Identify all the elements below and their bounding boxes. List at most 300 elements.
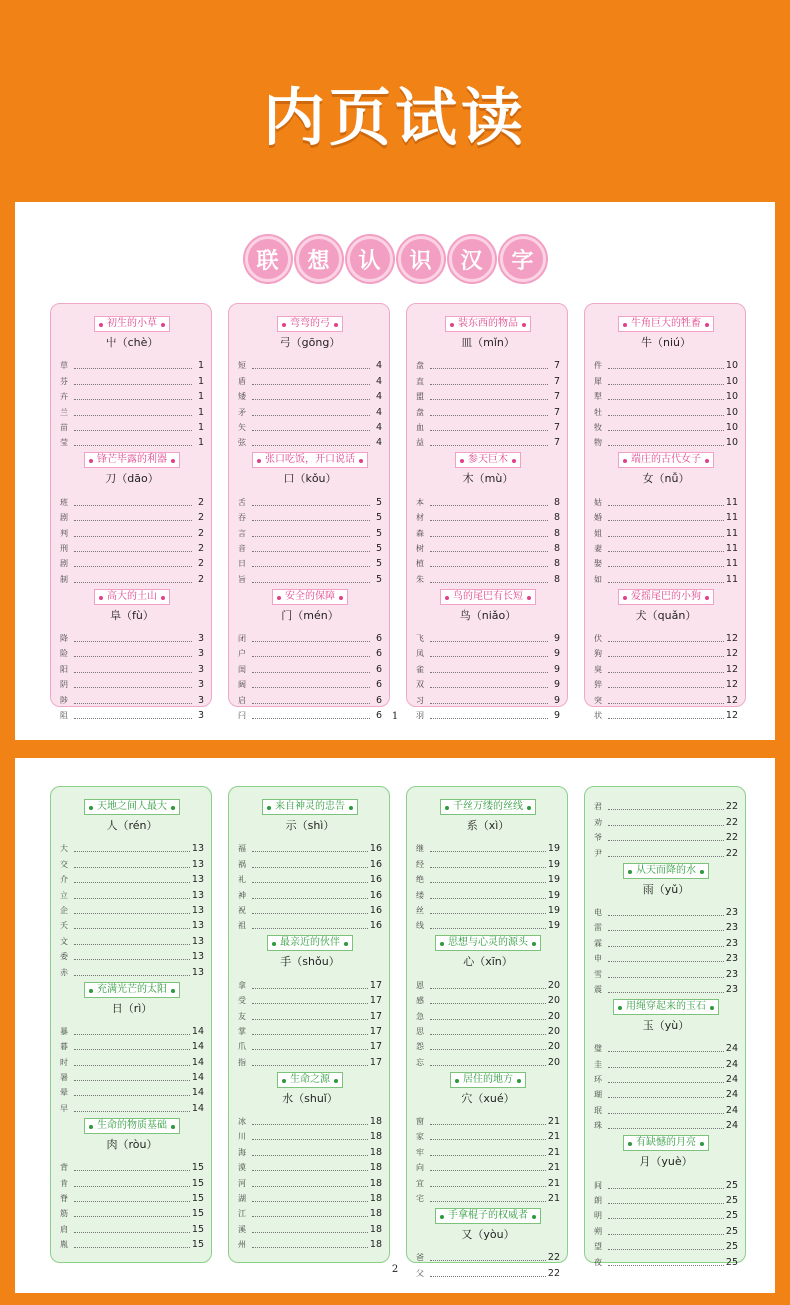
index-entry[interactable]	[238, 675, 382, 690]
entry-character: 苗	[60, 422, 68, 432]
radical-heading: 心（xīn）	[463, 955, 513, 969]
dot-leader	[74, 1247, 190, 1248]
index-entry[interactable]	[594, 644, 738, 659]
entry-character: 植	[416, 559, 424, 569]
index-entry[interactable]	[60, 947, 204, 962]
entry-page-number: 6	[375, 648, 382, 660]
index-entry[interactable]	[416, 356, 560, 371]
entry-page-number: 4	[375, 406, 382, 418]
index-entry[interactable]	[416, 1248, 560, 1263]
entry-character: 班	[60, 497, 68, 507]
entry-character: 晕	[60, 1088, 68, 1098]
headline	[15, 236, 775, 282]
index-entry[interactable]	[594, 1237, 738, 1252]
index-entry[interactable]	[60, 433, 204, 448]
dot-leader	[430, 718, 548, 719]
index-entry[interactable]	[60, 839, 204, 854]
entry-page-number: 19	[547, 889, 560, 901]
entry-page-number: 7	[553, 360, 560, 372]
index-entry[interactable]	[594, 933, 738, 948]
dot-leader	[608, 1067, 724, 1068]
entry-page-number: 25	[725, 1225, 738, 1237]
entry-character: 时	[60, 1057, 68, 1067]
index-entry[interactable]	[594, 569, 738, 584]
dot-leader	[252, 1124, 368, 1125]
index-entry[interactable]	[238, 1219, 382, 1234]
index-entry[interactable]	[238, 433, 382, 448]
index-entry[interactable]	[60, 492, 204, 507]
radical-group	[238, 452, 382, 584]
index-entry[interactable]	[594, 797, 738, 812]
entry-character: 日	[238, 559, 246, 569]
entry-page-number: 21	[547, 1116, 560, 1128]
index-entry[interactable]	[238, 1204, 382, 1219]
index-entry[interactable]	[60, 1158, 204, 1173]
entry-page-number: 5	[375, 527, 382, 539]
dot-leader	[608, 1082, 724, 1083]
index-entry[interactable]	[238, 402, 382, 417]
entry-character: 绝	[416, 875, 424, 885]
dot-leader	[252, 1139, 368, 1140]
group-title: 千丝万缕的丝线	[440, 799, 536, 815]
index-entry[interactable]	[416, 644, 560, 659]
dot-leader	[430, 641, 548, 642]
index-entry[interactable]	[594, 1085, 738, 1100]
entry-character: 继	[416, 844, 424, 854]
entry-page-number: 3	[197, 633, 204, 645]
dot-leader	[74, 368, 192, 369]
entry-character: 介	[60, 875, 68, 885]
dot-leader	[430, 851, 546, 852]
dot-leader	[252, 566, 370, 567]
index-entry[interactable]	[60, 1068, 204, 1083]
radical-heading: 雨（yǔ）	[642, 882, 690, 896]
entry-character: 州	[238, 1240, 246, 1250]
dot-leader	[608, 1128, 724, 1129]
dot-leader	[608, 520, 724, 521]
entry-page-number: 10	[725, 421, 738, 433]
entry-page-number: 13	[191, 843, 204, 855]
index-entry[interactable]	[238, 1127, 382, 1142]
index-entry[interactable]	[416, 901, 560, 916]
dot-leader	[252, 898, 368, 899]
index-entry[interactable]	[238, 508, 382, 523]
index-entry[interactable]	[594, 402, 738, 417]
dot-leader	[252, 672, 370, 673]
entry-page-number: 1	[197, 406, 204, 418]
entry-page-number: 20	[547, 1041, 560, 1053]
dot-leader	[430, 882, 546, 883]
index-entry[interactable]	[594, 1175, 738, 1190]
radical-heading: 阜（fù）	[110, 608, 154, 622]
index-entry[interactable]	[416, 1127, 560, 1142]
radical-group	[416, 935, 560, 1067]
index-entry[interactable]	[60, 1235, 204, 1250]
dot-leader	[252, 505, 370, 506]
index-entry[interactable]	[416, 387, 560, 402]
index-entry[interactable]	[60, 1204, 204, 1219]
index-entry[interactable]	[238, 356, 382, 371]
radical-group	[594, 999, 738, 1131]
index-entry[interactable]	[594, 1070, 738, 1085]
entry-page-number: 24	[725, 1074, 738, 1086]
index-entry[interactable]	[60, 1189, 204, 1204]
entry-character: 夜	[594, 1257, 602, 1267]
radical-heading: 口（kǒu）	[283, 472, 337, 486]
index-entry[interactable]	[238, 554, 382, 569]
entry-page-number: 18	[369, 1116, 382, 1128]
entry-page-number: 1	[197, 437, 204, 449]
index-entry[interactable]	[594, 554, 738, 569]
index-entry[interactable]	[238, 901, 382, 916]
group-title: 来自神灵的忠告	[262, 799, 358, 815]
index-entry[interactable]	[60, 387, 204, 402]
index-entry[interactable]	[416, 870, 560, 885]
index-entry[interactable]	[60, 418, 204, 433]
entry-page-number: 10	[725, 437, 738, 449]
index-entry[interactable]	[416, 1006, 560, 1021]
index-entry[interactable]	[238, 629, 382, 644]
entry-character: 朔	[594, 1226, 602, 1236]
index-entry[interactable]	[416, 523, 560, 538]
entry-page-number: 14	[191, 1102, 204, 1114]
index-entry[interactable]	[60, 690, 204, 705]
index-entry[interactable]	[594, 918, 738, 933]
index-entry[interactable]	[238, 1173, 382, 1188]
index-entry[interactable]	[594, 418, 738, 433]
group-title: 高大的土山	[94, 589, 170, 605]
index-entry[interactable]	[60, 523, 204, 538]
dot-leader	[252, 687, 370, 688]
index-entry[interactable]	[594, 1100, 738, 1115]
index-entry[interactable]	[238, 1006, 382, 1021]
index-entry[interactable]	[238, 1142, 382, 1157]
index-entry[interactable]	[60, 901, 204, 916]
entry-character: 瑚	[594, 1090, 602, 1100]
dot-leader	[430, 703, 548, 704]
dot-leader	[430, 582, 548, 583]
index-entry[interactable]	[416, 508, 560, 523]
entry-page-number: 5	[375, 512, 382, 524]
index-entry[interactable]	[416, 1052, 560, 1067]
entry-character: 缕	[416, 890, 424, 900]
index-entry[interactable]	[416, 991, 560, 1006]
entry-page-number: 20	[547, 1010, 560, 1022]
index-entry[interactable]	[594, 659, 738, 674]
radical-heading: 女（nǚ）	[642, 472, 690, 486]
entry-page-number: 24	[725, 1089, 738, 1101]
index-entry[interactable]	[238, 870, 382, 885]
dot-leader	[74, 1111, 190, 1112]
entry-character: 雀	[416, 664, 424, 674]
index-entry[interactable]	[60, 916, 204, 931]
index-entry[interactable]	[594, 1191, 738, 1206]
entry-character: 暮	[60, 1042, 68, 1052]
index-entry[interactable]	[416, 1173, 560, 1188]
index-entry[interactable]	[238, 885, 382, 900]
entry-page-number: 6	[375, 663, 382, 675]
index-entry[interactable]	[238, 975, 382, 990]
index-entry[interactable]	[416, 554, 560, 569]
index-entry[interactable]	[238, 1022, 382, 1037]
entry-character: 肯	[60, 1178, 68, 1188]
index-entry[interactable]	[594, 371, 738, 386]
index-entry[interactable]	[416, 885, 560, 900]
radical-group	[594, 452, 738, 584]
dot-leader	[74, 975, 190, 976]
index-entry[interactable]	[594, 949, 738, 964]
index-entry[interactable]	[594, 433, 738, 448]
index-entry[interactable]	[60, 629, 204, 644]
index-entry[interactable]	[238, 916, 382, 931]
index-entry[interactable]	[594, 903, 738, 918]
entry-character: 刑	[60, 543, 68, 553]
index-entry[interactable]	[416, 371, 560, 386]
index-entry[interactable]	[238, 659, 382, 674]
index-entry[interactable]	[60, 508, 204, 523]
index-entry[interactable]	[60, 554, 204, 569]
index-entry[interactable]	[416, 1112, 560, 1127]
index-entry[interactable]	[60, 644, 204, 659]
entry-character: 姐	[594, 528, 602, 538]
index-entry[interactable]	[238, 1052, 382, 1067]
entry-character: 大	[60, 844, 68, 854]
entry-character: 珉	[594, 1105, 602, 1115]
index-entry[interactable]	[60, 402, 204, 417]
dot-leader	[252, 988, 368, 989]
index-entry[interactable]	[594, 1221, 738, 1236]
index-entry[interactable]	[60, 1219, 204, 1234]
entry-page-number: 3	[197, 679, 204, 691]
entry-page-number: 13	[191, 920, 204, 932]
index-entry[interactable]	[238, 991, 382, 1006]
dot-leader	[252, 851, 368, 852]
entry-page-number: 13	[191, 951, 204, 963]
index-entry[interactable]	[60, 1083, 204, 1098]
entry-page-number: 14	[191, 1072, 204, 1084]
entry-page-number: 12	[725, 633, 738, 645]
index-entry[interactable]	[594, 980, 738, 995]
index-entry[interactable]	[416, 854, 560, 869]
radical-heading: 月（yuè）	[639, 1155, 693, 1169]
dot-leader	[74, 1201, 190, 1202]
index-entry[interactable]	[238, 1235, 382, 1250]
entry-page-number: 20	[547, 1056, 560, 1068]
dot-leader	[252, 1155, 368, 1156]
index-entry[interactable]	[594, 1206, 738, 1221]
index-entry[interactable]	[416, 916, 560, 931]
index-entry[interactable]	[238, 1189, 382, 1204]
index-entry[interactable]	[238, 839, 382, 854]
dot-leader	[608, 946, 724, 947]
index-entry[interactable]	[60, 1037, 204, 1052]
index-entry[interactable]	[238, 371, 382, 386]
index-entry[interactable]	[60, 931, 204, 946]
index-entry[interactable]	[238, 523, 382, 538]
index-entry[interactable]	[594, 629, 738, 644]
index-entry[interactable]	[416, 569, 560, 584]
dot-leader	[608, 915, 724, 916]
index-entry[interactable]	[416, 1142, 560, 1157]
entry-page-number: 19	[547, 904, 560, 916]
radical-group	[594, 863, 738, 995]
index-entry[interactable]	[594, 828, 738, 843]
entry-character: 盘	[416, 361, 424, 371]
index-entry[interactable]	[594, 492, 738, 507]
index-entry[interactable]	[594, 539, 738, 554]
entry-page-number: 22	[547, 1252, 560, 1264]
dot-leader	[74, 898, 190, 899]
entry-character: 物	[594, 438, 602, 448]
index-entry[interactable]	[416, 839, 560, 854]
index-entry[interactable]	[416, 629, 560, 644]
index-entry[interactable]	[416, 1263, 560, 1278]
index-entry[interactable]	[60, 675, 204, 690]
entry-page-number: 6	[375, 710, 382, 722]
entry-character: 霖	[594, 938, 602, 948]
index-entry[interactable]	[416, 1022, 560, 1037]
index-entry[interactable]	[594, 1116, 738, 1131]
entry-character: 宜	[416, 1178, 424, 1188]
index-entry[interactable]	[594, 387, 738, 402]
entry-page-number: 13	[191, 858, 204, 870]
index-entry[interactable]	[238, 706, 382, 721]
index-entry[interactable]	[60, 539, 204, 554]
radical-group	[594, 589, 738, 721]
entry-character: 芬	[60, 376, 68, 386]
index-entry[interactable]	[60, 870, 204, 885]
entry-character: 件	[594, 361, 602, 371]
index-entry[interactable]	[60, 706, 204, 721]
index-column	[50, 786, 212, 1263]
entry-page-number: 3	[197, 663, 204, 675]
index-entry[interactable]	[238, 644, 382, 659]
index-entry[interactable]	[594, 1054, 738, 1069]
entry-page-number: 5	[375, 496, 382, 508]
index-entry[interactable]	[416, 492, 560, 507]
index-entry[interactable]	[594, 523, 738, 538]
radical-heading: 手（shǒu）	[280, 955, 340, 969]
entry-page-number: 18	[369, 1208, 382, 1220]
radical-heading: 鸟（niǎo）	[459, 608, 517, 622]
index-entry[interactable]	[594, 812, 738, 827]
index-entry[interactable]	[60, 1173, 204, 1188]
entry-character: 拿	[238, 980, 246, 990]
index-entry[interactable]	[416, 975, 560, 990]
entry-page-number: 11	[725, 496, 738, 508]
index-entry[interactable]	[60, 371, 204, 386]
dot-leader	[430, 1034, 546, 1035]
entry-character: 阔	[238, 680, 246, 690]
index-entry[interactable]	[60, 659, 204, 674]
index-entry[interactable]	[60, 962, 204, 977]
index-entry[interactable]	[238, 387, 382, 402]
entry-page-number: 14	[191, 1041, 204, 1053]
index-entry[interactable]	[594, 508, 738, 523]
index-entry[interactable]	[416, 659, 560, 674]
index-entry[interactable]	[594, 706, 738, 721]
dot-leader	[608, 687, 724, 688]
index-entry[interactable]	[238, 1037, 382, 1052]
dot-leader	[608, 672, 724, 673]
index-entry[interactable]	[416, 402, 560, 417]
group-title: 爱摇尾巴的小狗	[618, 589, 714, 605]
index-entry[interactable]	[594, 690, 738, 705]
index-entry[interactable]	[594, 964, 738, 979]
index-entry[interactable]	[60, 885, 204, 900]
index-entry[interactable]	[416, 433, 560, 448]
radical-group	[60, 316, 204, 448]
index-entry[interactable]	[594, 356, 738, 371]
entry-character: 企	[60, 905, 68, 915]
index-entry[interactable]	[238, 569, 382, 584]
entry-character: 祖	[238, 921, 246, 931]
index-column	[584, 786, 746, 1268]
dot-leader	[252, 1065, 368, 1066]
index-entry[interactable]	[60, 569, 204, 584]
index-entry[interactable]	[594, 1039, 738, 1054]
index-column	[406, 786, 568, 1279]
index-entry[interactable]	[238, 1112, 382, 1127]
entry-page-number: 20	[547, 1025, 560, 1037]
index-entry[interactable]	[238, 418, 382, 433]
dot-leader	[252, 384, 370, 385]
dot-leader	[430, 445, 548, 446]
dot-leader	[608, 718, 724, 719]
index-entry[interactable]	[416, 706, 560, 721]
index-entry[interactable]	[60, 1098, 204, 1113]
index-entry[interactable]	[238, 854, 382, 869]
dot-leader	[608, 977, 724, 978]
entry-page-number: 18	[369, 1146, 382, 1158]
index-entry[interactable]	[594, 843, 738, 858]
entry-page-number: 10	[725, 391, 738, 403]
entry-character: 剧	[60, 559, 68, 569]
index-entry[interactable]	[238, 690, 382, 705]
index-entry[interactable]	[416, 675, 560, 690]
radical-group	[238, 1072, 382, 1251]
index-entry[interactable]	[416, 1037, 560, 1052]
entry-page-number: 11	[725, 558, 738, 570]
entry-character: 电	[594, 907, 602, 917]
radical-group	[416, 1208, 560, 1279]
index-entry[interactable]	[60, 1022, 204, 1037]
group-title: 从天而降的水	[623, 863, 709, 879]
index-entry[interactable]	[416, 690, 560, 705]
index-entry[interactable]	[416, 418, 560, 433]
index-entry[interactable]	[594, 675, 738, 690]
dot-leader	[608, 703, 724, 704]
index-entry[interactable]	[416, 539, 560, 554]
index-entry[interactable]	[238, 492, 382, 507]
index-entry[interactable]	[416, 1158, 560, 1173]
entry-character: 神	[238, 890, 246, 900]
index-entry[interactable]	[238, 1158, 382, 1173]
dot-leader	[74, 687, 192, 688]
dot-leader	[430, 656, 548, 657]
index-entry[interactable]	[60, 356, 204, 371]
index-entry[interactable]	[60, 1052, 204, 1067]
entry-character: 盟	[416, 392, 424, 402]
index-entry[interactable]	[416, 1189, 560, 1204]
dot-leader	[252, 399, 370, 400]
entry-page-number: 7	[553, 437, 560, 449]
index-entry[interactable]	[594, 1252, 738, 1267]
radical-heading: 系（xì）	[466, 819, 510, 832]
index-entry[interactable]	[238, 539, 382, 554]
dot-leader	[252, 368, 370, 369]
index-entry[interactable]	[60, 854, 204, 869]
